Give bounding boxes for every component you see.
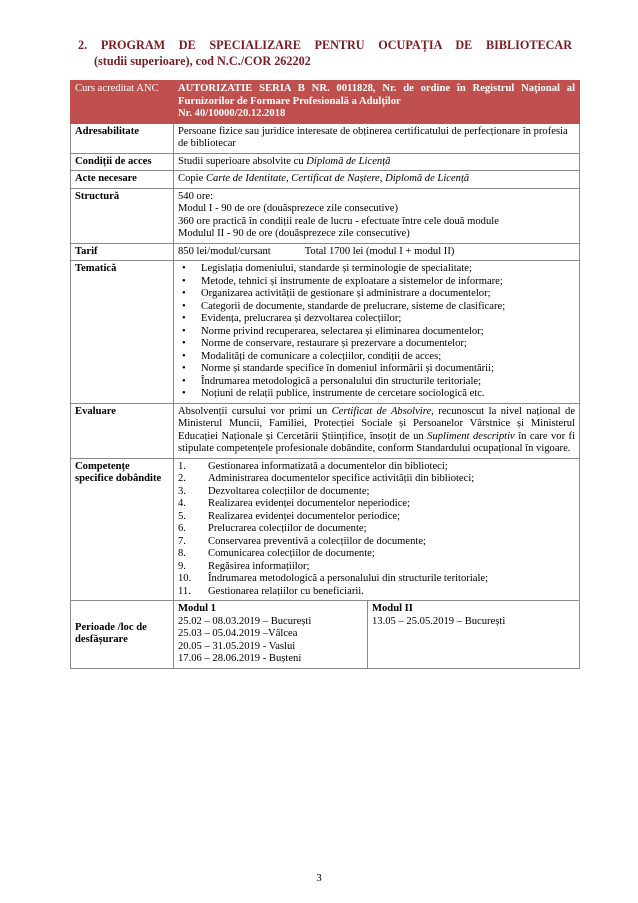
modul2-cell: Modul II 13.05 – 25.05.2019 – București	[368, 601, 580, 669]
list-item: • Noțiuni de relații publice, instrumente de cercetare sociologică etc.	[178, 388, 575, 401]
page-number: 3	[316, 872, 322, 884]
tematica-list	[178, 263, 575, 401]
competente-value	[174, 458, 580, 601]
perioade-label: Perioade /loc de desfășurare	[71, 601, 174, 669]
modul1-cell: Modul 1 25.02 – 08.03.2019 – București 25.03 – 05.04.2019 –Vâlcea 20.05 – 31.05.2019 - Vaslui 17.06 – 28.06.2019 - Bușteni	[174, 601, 368, 669]
competente-row	[71, 458, 580, 601]
tarif-value: 850 lei/modul/cursant Total 1700 lei (modul I + modul II)	[174, 243, 580, 261]
acte-value: Copie Carte de Identitate, Certificat de Naștere, Diplomă de Licență	[174, 171, 580, 189]
heading-line-1: 2. PROGRAM DE SPECIALIZARE PENTRU OCUPAȚIA DE BIBLIOTECAR	[78, 38, 572, 52]
list-item: • Legislația domeniului, standarde și terminologie de specialitate;	[178, 263, 575, 276]
acte-row	[71, 171, 580, 189]
acte-label: Acte necesare	[71, 171, 174, 189]
competente-list	[178, 461, 575, 599]
structura-label: Structură	[71, 188, 174, 243]
list-item: • Metode, tehnici și instrumente de exploatare a sistemelor de informare;	[178, 276, 575, 289]
adresabilitate-label: Adresabilitate	[71, 123, 174, 153]
list-item: • Norme privind recuperarea, selectarea și eliminarea documentelor;	[178, 326, 575, 339]
tematica-label: Tematică	[71, 261, 174, 404]
accreditation-label: Curs acreditat ANC	[71, 81, 174, 124]
structura-row	[71, 188, 580, 243]
list-item: 5. Realizarea evidenței documentelor periodice;	[178, 510, 401, 522]
competente-label: Competențe specifice dobândite	[71, 458, 174, 601]
accreditation-row	[71, 81, 580, 124]
list-item: • Norme de conservare, restaurare și prezervare a documentelor;	[178, 338, 575, 351]
conditii-value: Studii superioare absolvite cu Diplomă de Licență	[174, 153, 580, 171]
section-heading	[78, 37, 572, 69]
list-item: • Norme și standarde specifice în domeniul informării și documentării;	[178, 363, 575, 376]
list-item: 8. Comunicarea colecțiilor de documente;	[178, 548, 375, 559]
list-item: 10. Îndrumarea metodologică a personalului din structurile teritoriale;	[178, 573, 489, 584]
adresabilitate-value: Persoane fizice sau juridice interesate de obținerea certificatului de perfecționare în profesia de bibliotecar	[174, 123, 580, 153]
list-item: • Organizarea activității de gestionare și administrare a documentelor;	[178, 288, 575, 301]
structura-value: 540 ore: Modul I - 90 de ore (douăsprezece zile consecutive) 360 ore practică în condiții reale de lucru - efectuate între cele două module Modulul II - 90 de ore (douăsprezece zile consecutive)	[174, 188, 580, 243]
list-item: 6. Prelucrarea colecțiilor de documente;	[178, 523, 367, 534]
list-item: 1. Gestionarea informatizată a documentelor din biblioteci;	[178, 460, 448, 472]
list-item: 11. Gestionarea relațiilor cu beneficiarii.	[178, 585, 364, 597]
list-item: 9. Regăsirea informațiilor;	[178, 560, 310, 572]
list-item: • Categorii de documente, standarde de prelucrare, sisteme de clasificare;	[178, 301, 575, 314]
list-item: • Evidența, prelucrarea și dezvoltarea colecțiilor;	[178, 313, 575, 326]
heading-line-2: (studii superioare), cod N.C./COR 262202	[94, 54, 311, 68]
list-item: 2. Administrarea documentelor specifice activității din biblioteci;	[178, 473, 475, 484]
adresabilitate-row	[71, 123, 580, 153]
program-table	[70, 80, 580, 669]
list-item: 7. Conservarea preventivă a colecțiilor de documente;	[178, 535, 426, 547]
conditii-label: Condiții de acces	[71, 153, 174, 171]
conditii-row	[71, 153, 580, 171]
perioade-row	[71, 601, 580, 669]
evaluare-row	[71, 403, 580, 458]
list-item: • Îndrumarea metodologică a personalului din structurile teritoriale;	[178, 376, 575, 389]
tarif-label: Tarif	[71, 243, 174, 261]
tarif-row	[71, 243, 580, 261]
list-item: 3. Dezvoltarea colecțiilor de documente;	[178, 485, 370, 497]
evaluare-label: Evaluare	[71, 403, 174, 458]
tematica-row	[71, 261, 580, 404]
list-item: • Modalități de comunicare a colecțiilor, condiții de acces;	[178, 351, 575, 364]
evaluare-value: Absolvenții cursului vor primi un Certificat de Absolvire, recunoscut la nivel național de Ministerul Muncii, Familiei, Protecției Sociale și Persoanelor Vârstnice și Ministerul Educației Naționale și Cercetării Științifice, însoțit de un Supliment descriptiv în care vor fi stipulate competențele profesionale dobândite, conform Standardului ocupațional în vigoare.	[174, 403, 580, 458]
list-item: 4. Realizarea evidenței documentelor neperiodice;	[178, 498, 411, 509]
tematica-value	[174, 261, 580, 404]
accreditation-value: AUTORIZATIE SERIA B NR. 0011828, Nr. de ordine în Registrul Naţional al Furnizorilor de Formare Profesională a Adulţilor Nr. 40/10000/20.12.2018	[174, 81, 580, 124]
